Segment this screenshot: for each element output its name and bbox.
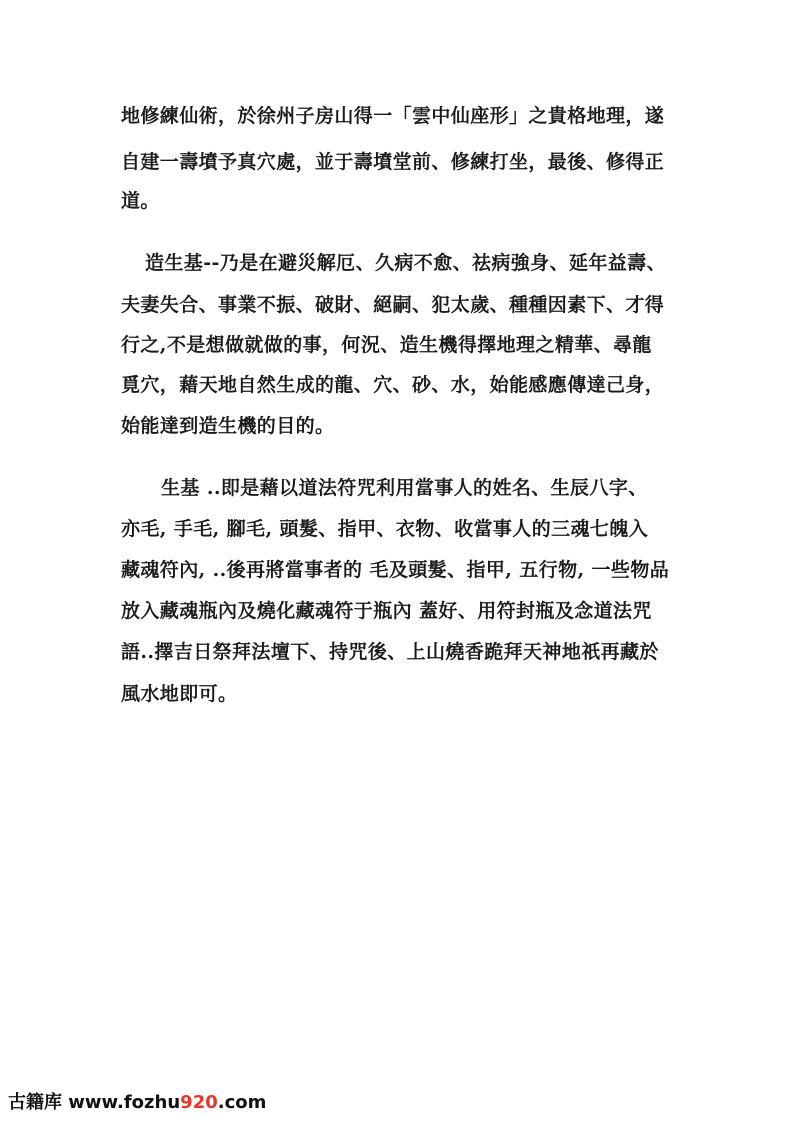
paragraph-3-line-4: 放入藏魂瓶內及燒化藏魂符于瓶內 蓋好、用符封瓶及念道法咒 — [121, 600, 652, 622]
paragraph-3-line-3: 藏魂符內, ..後再將當事者的 毛及頭髮、指甲, 五行物, 一些物品 — [121, 559, 670, 581]
paragraph-3-line-5: 語..擇吉日祭拜法壇下、持咒後、上山燒香跪拜天神地祇再藏於 — [121, 641, 659, 663]
watermark-url-suffix: .com — [217, 1092, 267, 1113]
paragraph-1-line-2: 自建一壽墳予真穴處，並于壽墳堂前、修練打坐，最後、修得正 — [121, 151, 665, 173]
paragraph-1-line-1: 地修練仙術，於徐州子房山得一「雲中仙座形」之貴格地理，遂 — [121, 105, 665, 127]
paragraph-2-line-5: 始能達到造生機的目的。 — [121, 415, 335, 437]
watermark-url-number: 920 — [180, 1092, 218, 1113]
paragraph-2-line-4: 覓穴，藉天地自然生成的龍、穴、砂、水，始能感應傳達己身， — [121, 374, 665, 396]
paragraph-3-line-2: 亦毛, 手毛, 腳毛, 頭髮、指甲、衣物、收當事人的三魂七魄入 — [121, 518, 649, 540]
paragraph-2-line-3: 行之,不是想做就做的事，何況、造生機得擇地理之精華、尋龍 — [121, 334, 652, 356]
paragraph-3-line-1: 生基 ..即是藉以道法符咒利用當事人的姓名、生辰八字、 — [161, 477, 648, 499]
watermark-site-name: 古籍库 — [8, 1092, 62, 1113]
watermark-url-prefix: www.fozhu — [68, 1092, 181, 1113]
site-watermark — [8, 1088, 266, 1114]
paragraph-1-line-3: 道。 — [121, 190, 160, 212]
paragraph-2-line-1: 造生基--乃是在避災解厄、久病不愈、祛病強身、延年益壽、 — [145, 252, 666, 274]
paragraph-3-line-6: 風水地即可。 — [121, 683, 238, 705]
paragraph-2-line-2: 夫妻失合、事業不振、破財、絕嗣、犯太歲、種種因素下、才得 — [121, 294, 665, 316]
